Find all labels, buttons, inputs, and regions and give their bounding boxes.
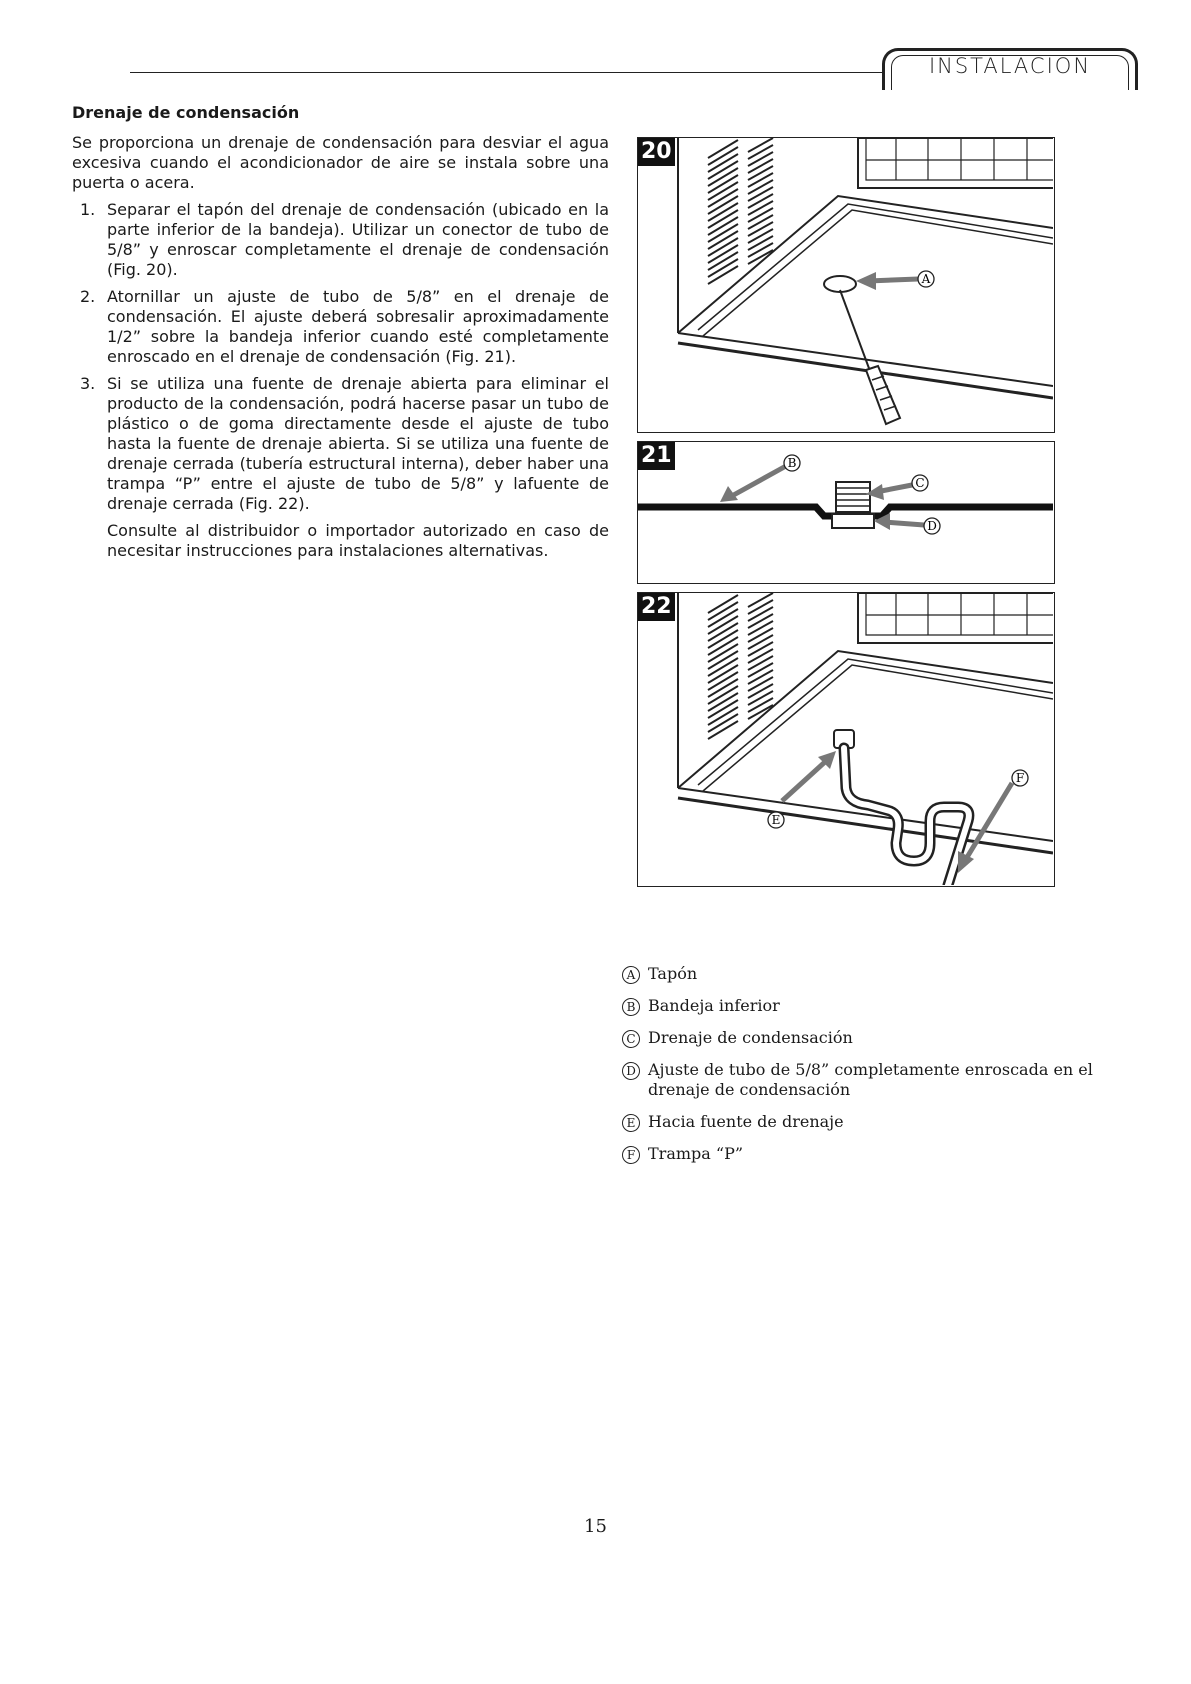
figure-21-drawing: [638, 442, 1053, 582]
step-item: [72, 200, 609, 280]
callout-e: E: [771, 813, 781, 827]
callout-c: C: [915, 476, 925, 490]
step-text: Separar el tapón del drenaje de condensación (ubicado en la parte inferior de la bandeja). Utilizar un conector de tubo de 5/8” y enroscar completamente el drenaje de condensación (Fig. 20).: [107, 200, 609, 279]
legend-text: Bandeja inferior: [648, 996, 780, 1015]
figure-number: 21: [638, 442, 675, 470]
figure-number: 22: [638, 593, 675, 621]
figure-number: 20: [638, 138, 675, 166]
legend-text: Drenaje de condensación: [648, 1028, 853, 1047]
legend-text: Tapón: [648, 964, 698, 983]
figure-22-drawing: [638, 593, 1053, 885]
steps-list: [72, 200, 609, 514]
legend-text: Trampa “P”: [648, 1144, 744, 1163]
legend-letter: A: [622, 966, 640, 984]
text-column: [72, 103, 609, 561]
step-number: 3.: [80, 374, 96, 393]
figure-20: [637, 137, 1055, 433]
legend-letter: D: [622, 1062, 640, 1080]
section-title: Drenaje de condensación: [72, 103, 300, 122]
legend-item: [622, 996, 1142, 1016]
legend-text: Ajuste de tubo de 5/8” completamente enroscada en el drenaje de condensación: [648, 1060, 1093, 1099]
header-rule: [130, 72, 1012, 73]
step-item: [72, 374, 609, 514]
step-number: 2.: [80, 287, 96, 306]
legend-text: Hacia fuente de drenaje: [648, 1112, 844, 1131]
legend-item: [622, 1112, 1142, 1132]
legend-letter: C: [622, 1030, 640, 1048]
section-tab: INSTALACION: [882, 48, 1138, 90]
figure-20-drawing: [638, 138, 1053, 431]
note-paragraph: Consulte al distribuidor o importador autorizado en caso de necesitar instrucciones para instalaciones alternativas.: [107, 521, 609, 560]
figure-22: [637, 592, 1055, 887]
legend-item: [622, 1060, 1142, 1100]
callout-f: F: [1015, 771, 1025, 785]
legend-letter: B: [622, 998, 640, 1016]
step-text: Si se utiliza una fuente de drenaje abierta para eliminar el producto de la condensación, podrá hacerse pasar un tubo de plástico o de goma directamente desde el ajuste de tubo hasta la fuente de drenaje abierta. Si se utiliza una fuente de drenaje cerrada (tubería estructural interna), deber haber una trampa “P” entre el ajuste de tubo de 5/8” y lafuente de drenaje cerrada (Fig. 22).: [107, 374, 609, 513]
legend-item: [622, 1028, 1142, 1048]
legend: [622, 964, 1142, 1176]
page-number: 15: [584, 1516, 607, 1537]
legend-letter: F: [622, 1146, 640, 1164]
figure-21: [637, 441, 1055, 584]
callout-d: D: [927, 519, 937, 533]
callout-a: A: [921, 272, 931, 286]
callout-b: B: [787, 456, 797, 470]
step-text: Atornillar un ajuste de tubo de 5/8” en el drenaje de condensación. El ajuste deberá sobresalir aproximadamente 1/2” sobre la bandeja inferior cuando esté completamente enroscado en el drenaje de condensación (Fig. 21).: [107, 287, 609, 366]
step-number: 1.: [80, 200, 96, 219]
legend-letter: E: [622, 1114, 640, 1132]
legend-item: [622, 1144, 1142, 1164]
legend-item: [622, 964, 1142, 984]
step-item: [72, 287, 609, 367]
intro-paragraph: Se proporciona un drenaje de condensación para desviar el agua excesiva cuando el acondicionador de aire se instala sobre una puerta o acera.: [72, 133, 609, 192]
